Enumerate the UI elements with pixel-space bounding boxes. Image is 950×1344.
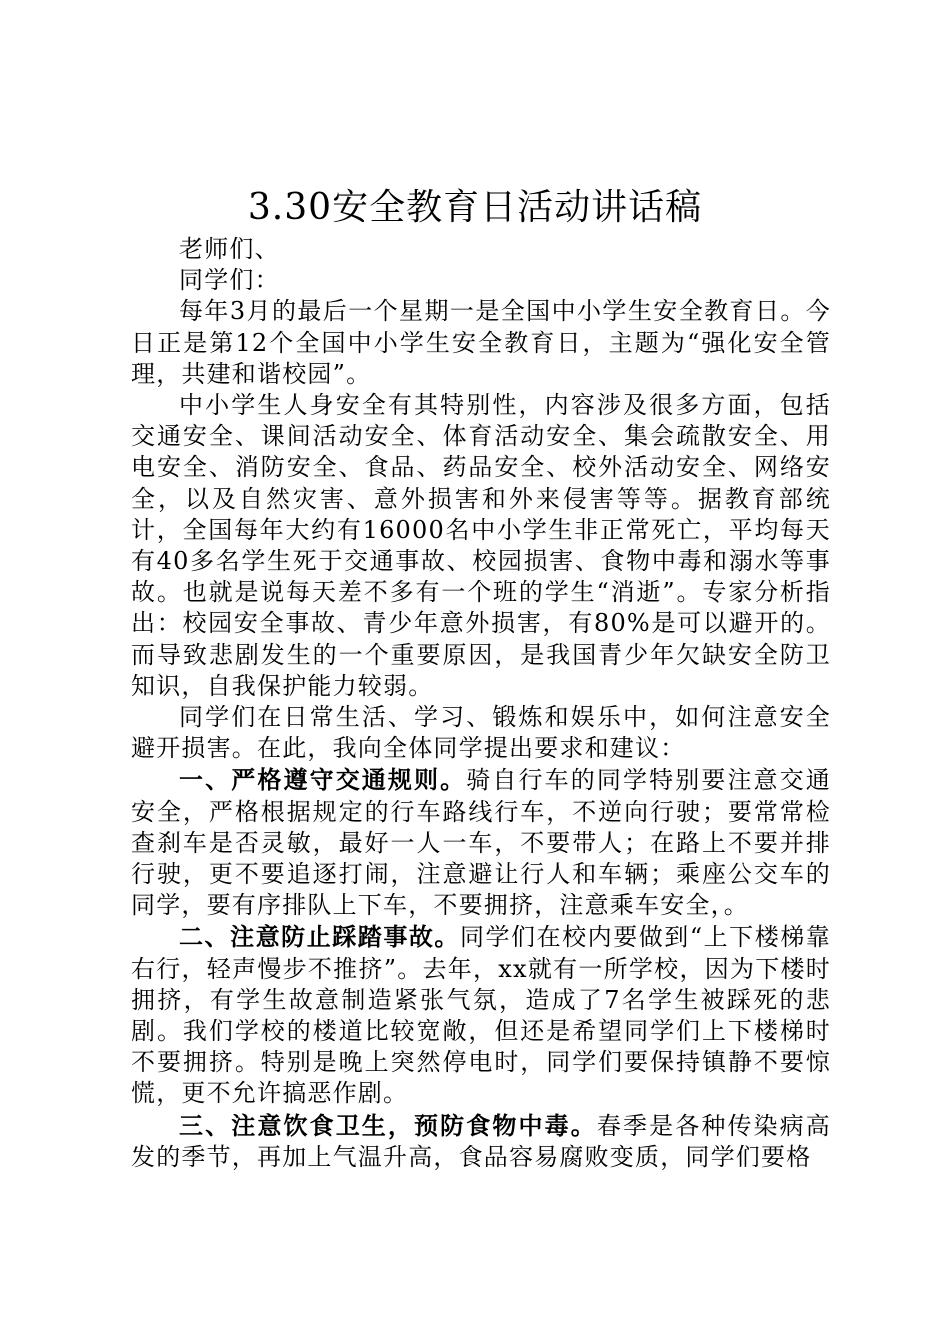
point-traffic-rules (131, 764, 831, 921)
point-food-heading: 三、注意饮食卫生，预防食物中毒。 (179, 1110, 597, 1140)
paragraph-statistics: 中小学生人身安全有其特别性，内容涉及很多方面，包括交通安全、课间活动安全、体育活动安全、集会疏散安全、用电安全、消防安全、食品、药品安全、校外活动安全、网络安全，以及自然灾害、意外损害和外来侵害等等。据教育部统计，全国每年大约有16000名中小学生非正常死亡，平均每天有40多名学生死于交通事故、校园损害、食物中毒和溺水等事故。也就是说每天差不多有一个班的学生“消逝”。专家分析指出：校园安全事故、青少年意外损害，有80%是可以避开的。而导致悲剧发生的一个重要原因，是我国青少年欠缺安全防卫知识，自我保护能力较弱。 (131, 391, 831, 700)
paragraph-suggestions-lead: 同学们在日常生活、学习、锻炼和娱乐中，如何注意安全避开损害。在此，我向全体同学提出要求和建议： (131, 703, 831, 763)
document-title: 3.30安全教育日活动讲话稿 (247, 187, 703, 228)
point-food-safety (131, 1110, 831, 1173)
point-traffic-heading: 一、严格遵守交通规则。 (179, 765, 467, 795)
point-stampede-heading: 二、注意防止踩踏事故。 (179, 922, 460, 952)
point-stampede (131, 921, 831, 1109)
point-stampede-text: 同学们在校内要做到“上下楼梯靠右行，轻声慢步不推挤”。去年，xx就有一所学校，因为下楼时拥挤，有学生故意制造紧张气氛，造成了7名学生被踩死的悲剧。我们学校的楼道比较宽敞，但还是希望同学们上下楼梯时不要拥挤。特别是晚上突然停电时，同学们要保持镇静不要惊慌，更不允许搞恶作剧。 (131, 923, 831, 1108)
salutation-students: 同学们： (179, 266, 280, 295)
point-food-text: 春季是各种传染病高发的季节，再加上气温升高，食品容易腐败变质，同学们要格 (131, 1111, 831, 1171)
document-body (131, 234, 831, 1173)
salutation-teachers: 老师们、 (179, 235, 280, 263)
paragraph-intro: 每年3月的最后一个星期一是全国中小学生安全教育日。今日正是第12个全国中小学生安全教育日，主题为“强化安全管理，共建和谐校园”。 (131, 297, 831, 388)
point-traffic-text: 骑自行车的同学特别要注意交通安全，严格根据规定的行车路线行车，不逆向行驶；要常常检查刹车是否灵敏，最好一人一车，不要带人；在路上不要并排行驶，更不要追逐打闹，注意避让行人和车辆；乘座公交车的同学，要有序排队上下车，不要拥挤，注意乘车安全，。 (131, 766, 831, 920)
